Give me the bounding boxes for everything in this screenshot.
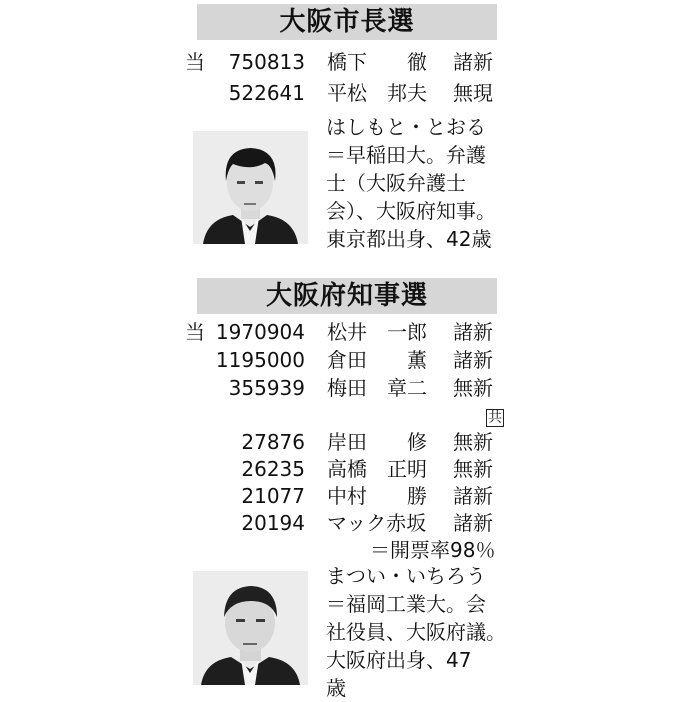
candidate-name: 平松 邦夫 [327,81,427,105]
result-row [185,428,515,456]
result-row [185,48,515,76]
mayor-winner-bio [326,113,526,253]
result-row [185,455,515,483]
vote-count: 522641 [228,81,305,105]
governor-winner-bio [326,562,526,702]
counting-rate: ＝開票率98％ [370,538,496,562]
winner-photo [193,571,308,685]
bio-line: 歳 [326,676,346,700]
party-status: 諸新 [453,348,493,372]
result-row [185,374,515,402]
bio-line: はしもと・とおる [326,115,486,139]
support-badge: 共 [488,410,502,426]
candidate-name: 高橋 正明 [327,457,427,481]
winner-photo [193,131,308,244]
winner-mark: 当 [185,320,205,344]
mayor-election-header: 大阪市長選 [197,4,497,40]
result-row [185,318,515,346]
portrait-image [193,131,308,244]
result-row [185,509,515,537]
vote-count: 27876 [241,430,305,454]
party-status: 諸新 [453,484,493,508]
bio-line: ＝福岡工業大。会 [326,592,486,616]
vote-count: 26235 [241,457,305,481]
candidate-name: 中村 勝 [327,484,427,508]
candidate-name: 梅田 章二 [327,376,427,400]
bio-line: 士（大阪弁護士 [326,171,466,195]
vote-count: 355939 [228,376,305,400]
vote-count: 20194 [241,511,305,535]
candidate-name: マック赤坂 [327,511,427,535]
governor-election-header: 大阪府知事選 [197,278,497,314]
bio-line: 会）、大阪府知事。 [326,199,496,223]
support-badge-line [486,401,504,429]
party-status: 諸新 [453,511,493,535]
vote-count: 21077 [241,484,305,508]
winner-mark: 当 [185,50,205,74]
vote-count: 1195000 [215,348,305,372]
party-status: 無現 [453,81,493,105]
result-row [185,79,515,107]
candidate-name: 岸田 修 [327,430,427,454]
portrait-image [193,571,308,685]
bio-line: 東京都出身、42歳 [326,227,492,251]
candidate-name: 倉田 薫 [327,348,427,372]
bio-line: まつい・いちろう [326,564,486,588]
party-status: 諸新 [453,320,493,344]
party-status: 無新 [453,430,493,454]
bio-line: 大阪府出身、47 [326,648,472,672]
bio-line: 社役員、大阪府議。 [326,620,506,644]
result-row [185,482,515,510]
bio-line: ＝早稲田大。弁護 [326,143,486,167]
result-row [185,346,515,374]
party-status: 諸新 [453,50,493,74]
vote-count: 1970904 [215,320,305,344]
party-status: 無新 [453,376,493,400]
candidate-name: 橋下 徹 [327,50,427,74]
candidate-name: 松井 一郎 [327,320,427,344]
party-status: 無新 [453,457,493,481]
vote-count: 750813 [228,50,305,74]
